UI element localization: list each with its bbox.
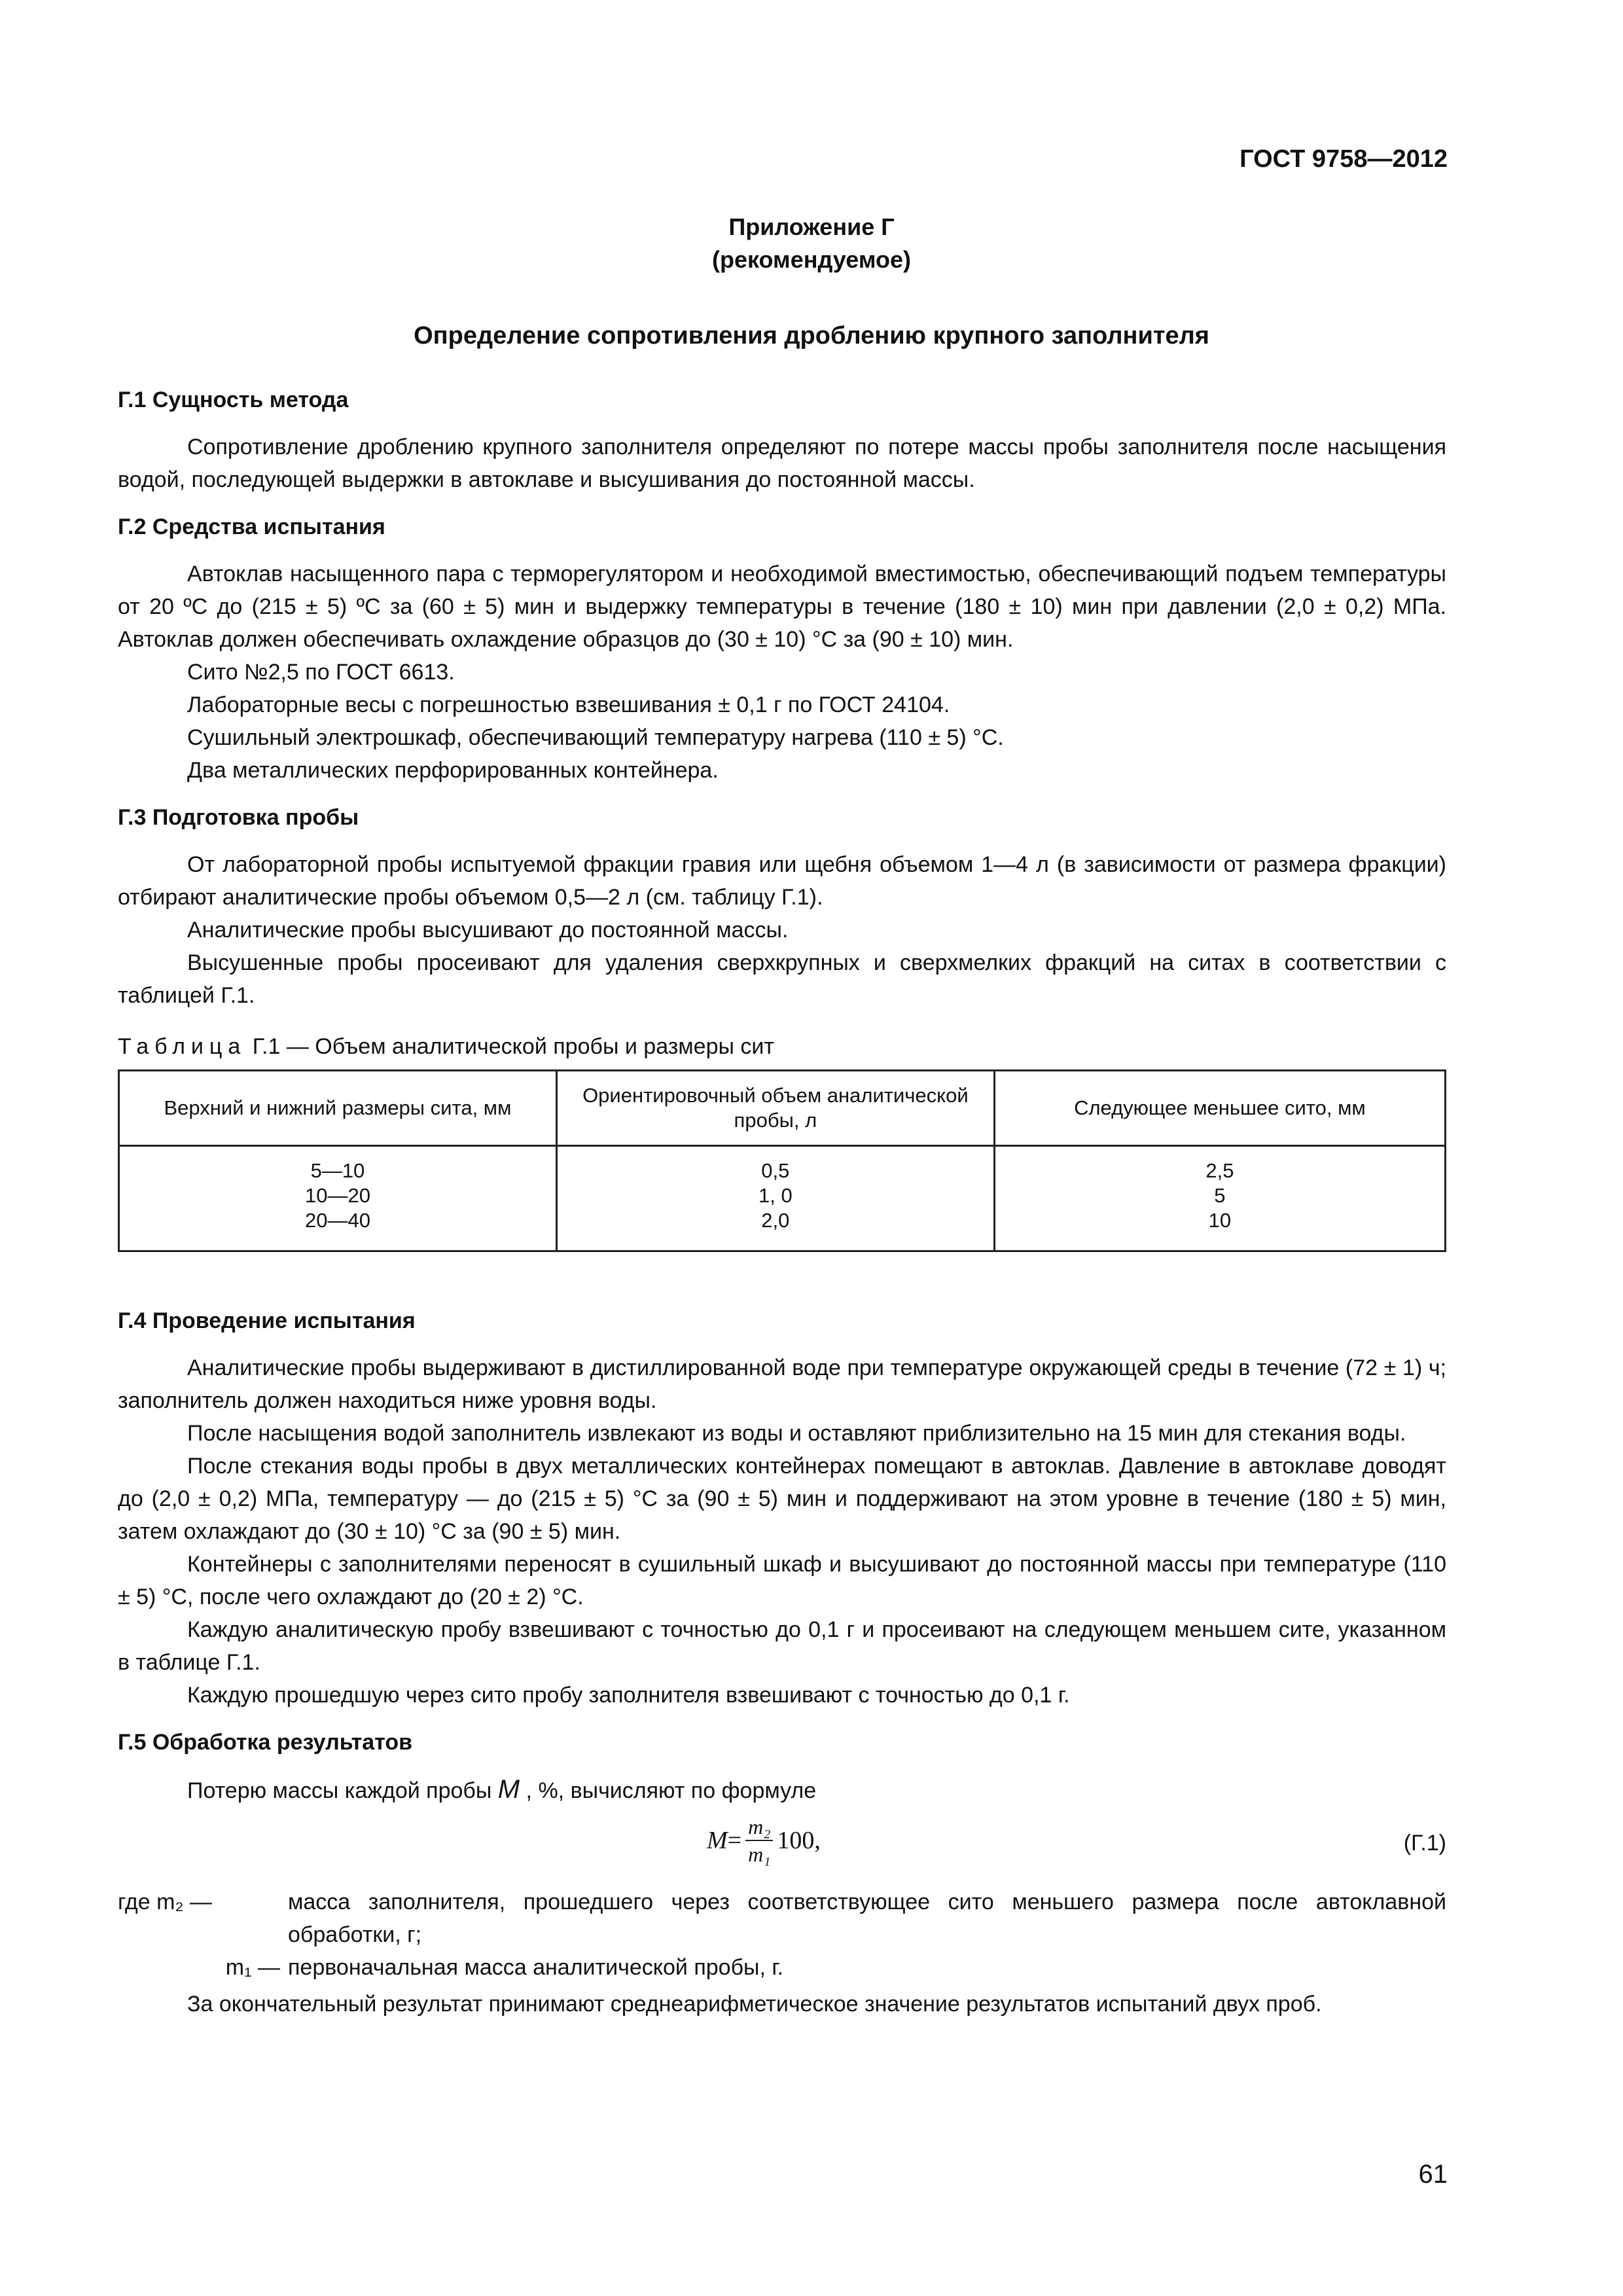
cell-value: 5—10	[310, 1159, 365, 1182]
section-heading: Г.2 Средства испытания	[118, 514, 385, 539]
where-text: масса заполнителя, прошедшего через соответствующее сито меньшего размера после автоклавной обработки, г;	[288, 1890, 1446, 1947]
cell-value: 1, 0	[758, 1184, 793, 1207]
paragraph: Аналитические пробы выдерживают в дистиллированной воде при температуре окружающей среды в течение (72 ± 1) ч; заполнитель должен находиться ниже уровня воды.	[118, 1355, 1446, 1413]
appendix-heading	[0, 211, 1623, 276]
paragraph: Высушенные пробы просеивают для удаления сверхкрупных и сверхмелких фракций на ситах в соответствии с таблицей Г.1.	[118, 950, 1446, 1008]
paragraph: Аналитические пробы высушивают до постоянной массы.	[187, 918, 789, 942]
formula-fraction	[745, 1814, 773, 1867]
table-cell	[994, 1146, 1445, 1251]
section-heading: Г.4 Проведение испытания	[118, 1308, 416, 1333]
formula-numerator: m₂	[745, 1814, 773, 1841]
where-label: m₁ —	[225, 1955, 280, 1980]
paragraph: Сушильный электрошкаф, обеспечивающий температуру нагрева (110 ± 5) °С.	[187, 725, 1004, 750]
paragraph: Автоклав насыщенного пара с терморегулятором и необходимой вместимостью, обеспечивающий подъем температуры от 20 ºС до (215 ± 5) ºС за (60 ± 5) мин и выдержку температуры в течение (180 ± 10) мин при давлении (2,0 ± 0,2) МПа. Автоклав должен обеспечивать охлаждение образцов до (30 ± 10) °С за (90 ± 10) мин.	[118, 562, 1446, 652]
where-item	[118, 1951, 1446, 1984]
section-heading: Г.5 Обработка результатов	[118, 1730, 413, 1755]
table-row	[119, 1146, 1446, 1251]
paragraph: Сито №2,5 по ГОСТ 6613.	[187, 660, 455, 685]
where-item	[118, 1886, 1446, 1951]
formula-lhs: M	[707, 1827, 728, 1854]
paragraph: За окончательный результат принимают среднеарифметическое значение результатов испытаний двух проб.	[187, 1992, 1322, 2017]
formula-denominator: m₁	[748, 1842, 771, 1866]
paragraph: После стекания воды пробы в двух металлических контейнерах помещают в автоклав. Давление в автоклаве доводят до (2,0 ± 0,2) МПа, температуру — до (215 ± 5) °С за (90 ± 5) мин и поддерживают на этом уровне в течение (180 ± 5) мин, затем охлаждают до (30 ± 10) °С за (90 ± 5) мин.	[118, 1454, 1446, 1544]
where-text: первоначальная масса аналитической пробы, г.	[288, 1955, 784, 1980]
cell-value: 10	[1208, 1209, 1232, 1232]
paragraph: После насыщения водой заполнитель извлекают из воды и оставляют приблизительно на 15 мин для стекания воды.	[187, 1421, 1406, 1446]
table-cell	[119, 1146, 557, 1251]
cell-value: 5	[1214, 1184, 1226, 1207]
table-header-row	[119, 1071, 1446, 1146]
paragraph: Каждую аналитическую пробу взвешивают с точностью до 0,1 г и просеивают на следующем меньшем сите, указанном в таблице Г.1.	[118, 1617, 1446, 1675]
table-caption-word: Таблица	[118, 1034, 247, 1059]
sieve-table	[118, 1069, 1446, 1252]
page-number: 61	[1418, 2160, 1448, 2189]
document-id: ГОСТ 9758—2012	[1240, 145, 1448, 173]
table-header-cell: Верхний и нижний размеры сита, мм	[119, 1071, 557, 1146]
table-header-cell: Следующее меньшее сито, мм	[994, 1071, 1445, 1146]
variable-m: M	[497, 1775, 520, 1804]
paragraph: Два металлических перфорированных контейнера.	[187, 758, 719, 783]
cell-value: 2,0	[761, 1209, 790, 1232]
paragraph: От лабораторной пробы испытуемой фракции гравия или щебня объемом 1—4 л (в зависимости от размера фракции) отбирают аналитические пробы объемом 0,5—2 л (см. таблицу Г.1).	[118, 852, 1446, 910]
cell-value: 2,5	[1205, 1159, 1234, 1182]
formula	[118, 1807, 1446, 1886]
section-heading: Г.3 Подготовка пробы	[118, 805, 359, 830]
cell-value: 0,5	[761, 1159, 790, 1182]
appendix-title: Приложение Г	[728, 213, 895, 240]
paragraph: Контейнеры с заполнителями переносят в сушильный шкаф и высушивают до постоянной массы при температуре (110 ± 5) °С, после чего охлаждают до (20 ± 2) °С.	[118, 1552, 1446, 1609]
where-label: где m₂ —	[118, 1890, 213, 1914]
table-caption	[118, 1030, 1446, 1063]
formula-expression	[707, 1814, 821, 1867]
cell-value: 10—20	[304, 1184, 370, 1207]
paragraph: Лабораторные весы с погрешностью взвешивания ± 0,1 г по ГОСТ 24104.	[187, 692, 950, 717]
document-body	[118, 384, 1446, 2020]
paragraph: Потерю массы каждой пробы M , %, вычисляют по формуле	[187, 1775, 817, 1804]
formula-number: (Г.1)	[1403, 1831, 1446, 1856]
formula-equals: =	[727, 1827, 742, 1854]
formula-factor: 100,	[777, 1827, 821, 1854]
main-title: Определение сопротивления дроблению крупного заполнителя	[414, 322, 1209, 350]
paragraph: Сопротивление дроблению крупного заполнителя определяют по потере массы пробы заполнителя после насыщения водой, последующей выдержки в автоклаве и высушивания до постоянной массы.	[118, 435, 1446, 492]
cell-value: 20—40	[304, 1209, 370, 1232]
section-heading: Г.1 Сущность метода	[118, 387, 349, 412]
appendix-subtitle: (рекомендуемое)	[712, 246, 911, 273]
table-caption-text: Г.1 — Объем аналитической пробы и размеры сит	[246, 1034, 774, 1059]
paragraph: Каждую прошедшую через сито пробу заполнителя взвешивают с точностью до 0,1 г.	[187, 1683, 1070, 1708]
table-cell	[556, 1146, 994, 1251]
table-header-cell: Ориентировочный объем аналитической пробы, л	[556, 1071, 994, 1146]
